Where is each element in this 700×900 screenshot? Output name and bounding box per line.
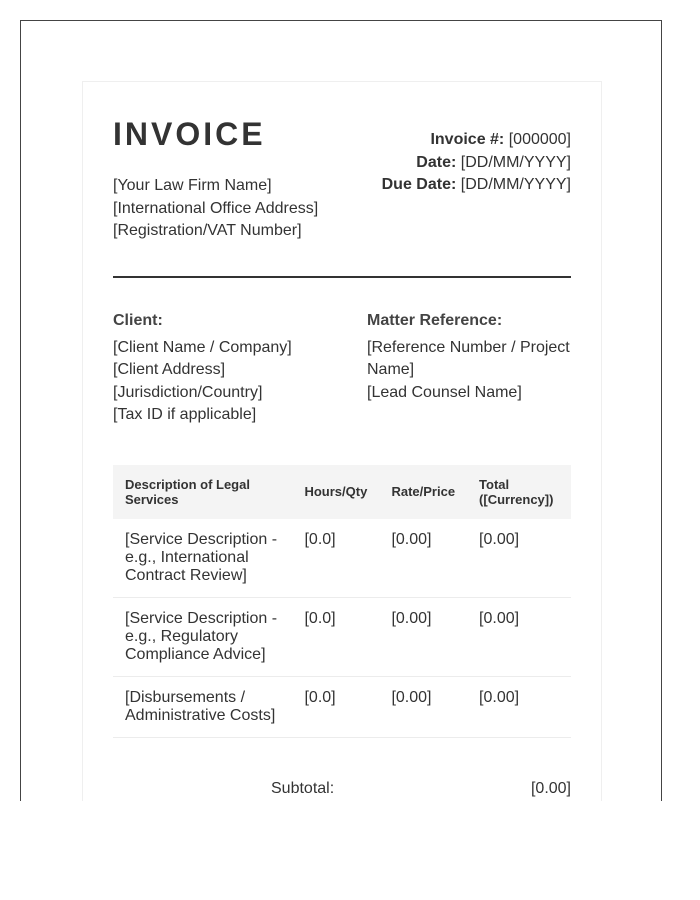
row-hours: [0.0] [292,519,379,598]
row-total: [0.00] [467,519,571,598]
header-total: Total ([Currency]) [467,465,571,519]
table-row [113,677,571,738]
invoice-date-value: [DD/MM/YYYY] [460,153,571,171]
table-row [113,598,571,677]
subtotal-value: [0.00] [530,780,571,797]
invoice-due-line [382,174,571,197]
header-rate: Rate/Price [379,465,467,519]
matter-reference: [Reference Number / Project Name] [367,338,570,378]
row-hours: [0.0] [292,677,379,738]
client-tax-id: [Tax ID if applicable] [113,406,257,423]
subtotal-label: Subtotal: [271,780,335,797]
invoice-title: INVOICE [113,116,266,152]
header-description: Description of Legal Services [113,465,292,519]
client-jurisdiction: [Jurisdiction/Country] [113,383,263,401]
services-table [113,465,571,738]
document-viewport [20,20,662,801]
table-row [113,519,571,598]
firm-address: [International Office Address] [113,199,319,217]
row-rate: [0.00] [379,519,467,598]
row-hours: [0.0] [292,598,379,677]
row-description: [Service Description - e.g., International Contract Review] [113,519,292,598]
invoice-due-value: [DD/MM/YYYY] [460,176,571,193]
header-divider [113,276,571,278]
row-description: [Service Description - e.g., Regulatory Compliance Advice] [113,598,292,677]
client-label: Client: [113,312,163,329]
firm-name: [Your Law Firm Name] [113,177,272,194]
row-total: [0.00] [467,677,571,738]
client-section [113,310,353,427]
row-description: [Disbursements / Administrative Costs] [113,677,292,738]
client-name: [Client Name / Company] [113,338,292,356]
header-hours: Hours/Qty [292,465,379,519]
client-address: [Client Address] [113,361,226,378]
invoice-date-label: Date: [416,153,457,171]
invoice-meta [382,129,571,197]
invoice-number-label: Invoice #: [430,131,505,148]
row-rate: [0.00] [379,677,467,738]
invoice-sheet [82,81,602,801]
table-header-row [113,465,571,519]
row-total: [0.00] [467,598,571,677]
firm-registration: [Registration/VAT Number] [113,222,302,239]
invoice-due-label: Due Date: [381,176,457,193]
firm-details [113,175,318,243]
row-rate: [0.00] [379,598,467,677]
matter-section [367,310,573,404]
invoice-number-line [382,129,571,152]
invoice-number-value: [000000] [508,131,571,148]
matter-label: Matter Reference: [367,312,503,329]
invoice-date-line [382,152,571,175]
matter-counsel: [Lead Counsel Name] [367,383,522,401]
